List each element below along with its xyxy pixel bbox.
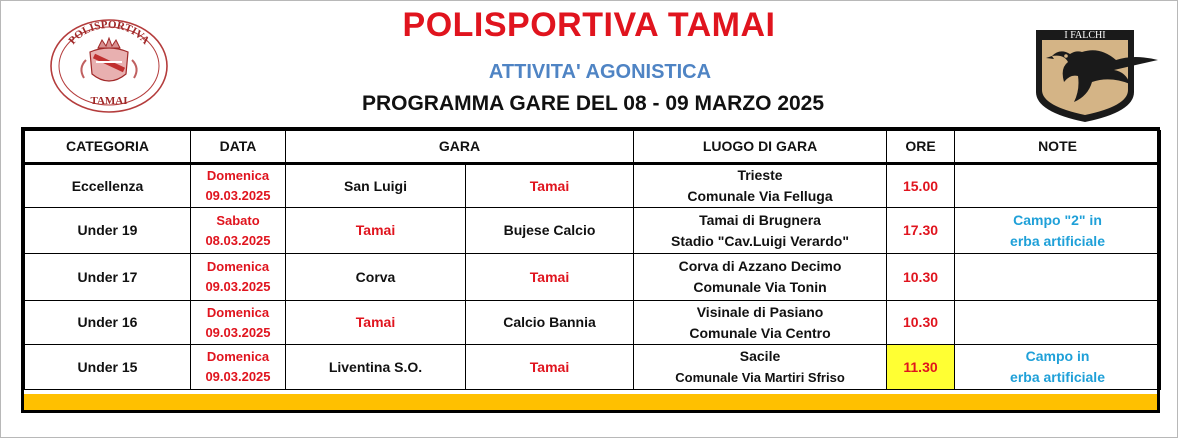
away-team-cell: Tamai [466, 254, 634, 301]
venue-city: Trieste [737, 167, 783, 183]
col-header-ore: ORE [887, 131, 955, 164]
note-line-2: erba artificiale [1010, 369, 1105, 385]
venue-city: Tamai di Brugnera [699, 211, 821, 228]
col-header-luogo: LUOGO DI GARA [634, 131, 887, 164]
match-day: Domenica [206, 168, 270, 183]
schedule-table [24, 130, 1161, 390]
categoria-cell: Under 19 [25, 208, 191, 254]
date-cell [191, 254, 286, 301]
time-cell: 15.00 [887, 164, 955, 208]
away-team-cell: Tamai [466, 345, 634, 390]
away-team-cell: Bujese Calcio [466, 208, 634, 254]
venue-field: Comunale Via Felluga [687, 188, 833, 204]
note-cell [955, 301, 1161, 345]
note-line-1: Campo "2" in [1013, 211, 1102, 228]
note-line-2: erba artificiale [1010, 232, 1105, 249]
match-day: Domenica [206, 259, 270, 274]
col-header-note: NOTE [955, 131, 1161, 164]
home-team-cell: Tamai [286, 208, 466, 254]
note-cell [955, 208, 1161, 254]
venue-field: Comunale Via Tonin [693, 279, 827, 295]
date-cell [191, 164, 286, 208]
logo-right-text: I FALCHI [1064, 30, 1106, 41]
away-team-cell: Calcio Bannia [466, 301, 634, 345]
note-cell [955, 254, 1161, 301]
categoria-cell: Under 16 [25, 301, 191, 345]
table-row [25, 345, 1161, 390]
table-row [25, 208, 1161, 254]
note-cell [955, 164, 1161, 208]
venue-cell [634, 254, 887, 301]
categoria-cell: Under 17 [25, 254, 191, 301]
col-header-gara: GARA [286, 131, 634, 164]
match-date: 09.03.2025 [205, 324, 271, 340]
away-team-cell: Tamai [466, 164, 634, 208]
venue-cell [634, 164, 887, 208]
time-cell: 10.30 [887, 254, 955, 301]
home-team-cell: San Luigi [286, 164, 466, 208]
venue-field: Comunale Via Martiri Sfriso [675, 370, 845, 385]
col-header-data: DATA [191, 131, 286, 164]
venue-city: Sacile [739, 348, 781, 364]
home-team-cell: Liventina S.O. [286, 345, 466, 390]
match-day: Domenica [206, 349, 270, 364]
table-header-row [25, 131, 1161, 164]
page-title: POLISPORTIVA TAMAI [402, 6, 776, 44]
categoria-cell: Under 15 [25, 345, 191, 390]
col-header-categoria: CATEGORIA [25, 131, 191, 164]
date-cell [191, 345, 286, 390]
venue-cell [634, 301, 887, 345]
venue-city: Visinale di Pasiano [696, 303, 824, 320]
match-day: Domenica [206, 304, 270, 320]
footer-bar [24, 394, 1157, 410]
match-date: 09.03.2025 [205, 188, 271, 203]
logo-left-bottom-text: TAMAI [90, 95, 128, 107]
table-row [25, 164, 1161, 208]
venue-city: Corva di Azzano Decimo [678, 258, 842, 274]
date-cell [191, 301, 286, 345]
venue-field: Stadio "Cav.Luigi Verardo" [671, 232, 849, 249]
categoria-cell: Eccellenza [25, 164, 191, 208]
time-cell: 10.30 [887, 301, 955, 345]
venue-cell [634, 345, 887, 390]
page-subtitle: ATTIVITA' AGONISTICA [488, 61, 712, 83]
match-day: Sabato [216, 212, 260, 228]
venue-cell [634, 208, 887, 254]
date-cell [191, 208, 286, 254]
table-row [25, 301, 1161, 345]
time-cell: 17.30 [887, 208, 955, 254]
venue-field: Comunale Via Centro [689, 324, 831, 341]
note-cell [955, 345, 1161, 390]
schedule-sheet [21, 127, 1160, 413]
match-date: 09.03.2025 [205, 369, 271, 384]
time-cell-highlighted: 11.30 [887, 345, 955, 390]
home-team-cell: Tamai [286, 301, 466, 345]
table-row [25, 254, 1161, 301]
logo-left-top-text: POLISPORTIVA [66, 18, 152, 47]
match-date: 08.03.2025 [205, 232, 271, 248]
home-team-cell: Corva [286, 254, 466, 301]
match-date: 09.03.2025 [205, 279, 271, 294]
programma-heading: PROGRAMMA GARE DEL 08 - 09 MARZO 2025 [361, 92, 825, 115]
note-line-1: Campo in [1025, 348, 1090, 364]
